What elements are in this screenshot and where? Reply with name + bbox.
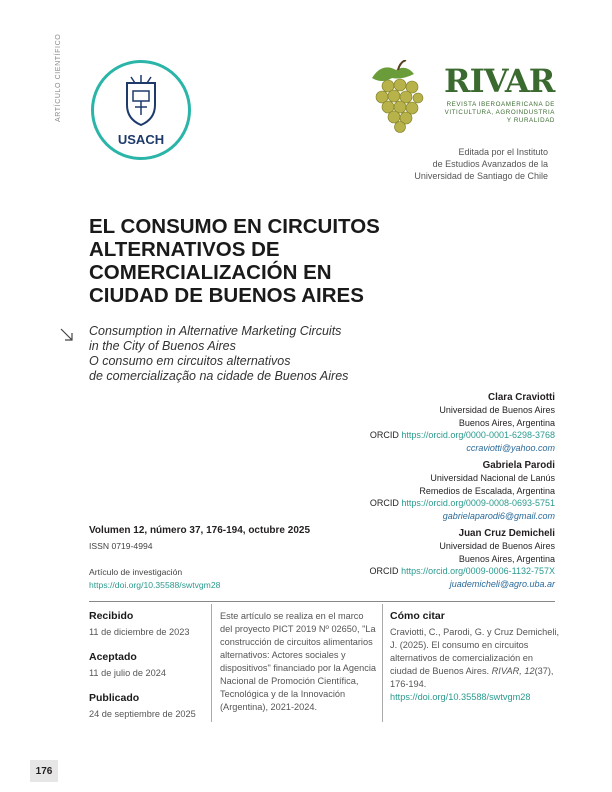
page-number: 176 [30,760,58,782]
orcid-label: ORCID [369,566,399,577]
received-date: 11 de diciembre de 2023 [89,627,190,637]
author [255,528,555,590]
citation-line: J. (2025). El consumo en circuitos [390,640,529,650]
orcid-link[interactable]: https://orcid.org/0009-0006-1132-757X [401,566,555,577]
funding-note [220,610,380,714]
author-email[interactable]: gabrielaparodi6@gmail.com [442,510,555,521]
divider [89,601,555,602]
author-affiliation: Universidad Nacional de Lanús [430,473,555,484]
rivar-logo-text: RIVAR [444,62,555,100]
citation-doi-link[interactable]: https://doi.org/10.35588/swtvgm28 [390,692,531,702]
arrow-down-right-icon [60,328,74,342]
author-name: Juan Cruz Demicheli [458,528,555,540]
funding-line: alternativos: Actores sociales y [220,650,346,660]
author-email[interactable]: juademicheli@agro.uba.ar [449,578,555,589]
citation [390,626,560,704]
rivar-subtitle-3: Y RURALIDAD [506,117,555,124]
funding-line: Tecnológica y de la Innovación [220,689,346,699]
column-divider [382,604,383,722]
title-line: COMERCIALIZACIÓN EN [89,261,332,284]
title-line: ALTERNATIVOS DE [89,238,280,261]
orcid-label: ORCID [369,430,399,441]
rivar-logo [444,62,554,100]
orcid-link[interactable]: https://orcid.org/0009-0008-0693-5751 [401,498,555,509]
doi-link[interactable]: https://doi.org/10.35588/swtvgm28 [89,580,221,590]
published-date: 24 de septiembre de 2025 [89,709,196,719]
funding-line: del proyecto PICT 2019 Nº 02650, "La [220,624,376,634]
issn: ISSN 0719-4994 [89,541,153,551]
subtitle-line: O consumo em circuitos alternativos [89,354,291,368]
funding-line: Este artículo se realiza en el marco [220,611,364,621]
author-affiliation: Universidad de Buenos Aires [439,405,555,416]
citation-line: ciudad de Buenos Aires. [390,666,490,676]
title-line: EL CONSUMO EN CIRCUITOS [89,215,380,238]
translated-titles [89,324,348,384]
citation-line: alternativos de comercialización en [390,653,533,663]
author-location: Remedios de Escalada, Argentina [419,485,555,496]
funding-line: Nacional de Promoción Científica, [220,676,359,686]
rivar-subtitle-1: REVISTA IBEROAMERICANA DE [446,101,555,108]
citation-line: Craviotti, C., Parodi, G. y Cruz Demicheli, [390,627,559,637]
cite-label: Cómo citar [390,610,445,622]
rivar-subtitle-2: VITICULTURA, AGROINDUSTRIA [444,109,555,116]
article-title [89,215,429,307]
funding-line: construcción de circuitos alimentarios [220,637,373,647]
funding-line: dispositivos" financiado por la Agencia [220,663,376,673]
article-type: Artículo de investigación [89,567,183,577]
author-affiliation: Universidad de Buenos Aires [439,541,555,552]
usach-logo-text: USACH [117,132,165,147]
article-type-side-label: ARTÍCULO CIENTÍFICO [55,33,62,122]
edited-by-line-1: Editada por el Instituto [458,147,548,157]
orcid-link[interactable]: https://orcid.org/0000-0001-6298-3768 [401,430,555,441]
subtitle-line: Consumption in Alternative Marketing Circuits [89,324,342,338]
published-label: Publicado [89,692,140,704]
author [255,460,555,522]
funding-line: (Argentina), 2021-2024. [220,702,318,712]
edited-by-line-2: de Estudios Avanzados de la [432,159,548,169]
received-label: Recibido [89,610,134,622]
accepted-date: 11 de julio de 2024 [89,668,166,678]
edited-by-line-3: Universidad de Santiago de Chile [414,171,548,181]
authors-block [255,392,555,590]
citation-journal: RIVAR, 12 [491,666,535,676]
citation-issue: (37), [534,666,554,676]
column-divider [211,604,212,722]
author-email[interactable]: ccraviotti@yahoo.com [466,442,555,453]
accepted-label: Aceptado [89,651,137,663]
subtitle-line: de comercialização na cidade de Buenos Aires [89,369,349,383]
orcid-label: ORCID [369,498,399,509]
author-name: Gabriela Parodi [482,460,555,472]
author-location: Buenos Aires, Argentina [458,553,555,564]
author-location: Buenos Aires, Argentina [458,417,555,428]
author [255,392,555,454]
volume-info: Volumen 12, número 37, 176-194, octubre 2025 [89,525,311,536]
author-name: Clara Craviotti [488,392,555,403]
title-line: CIUDAD DE BUENOS AIRES [89,284,364,307]
citation-line: 176-194. [390,679,427,689]
grapes-icon [362,60,434,140]
subtitle-line: in the City of Buenos Aires [89,339,236,353]
